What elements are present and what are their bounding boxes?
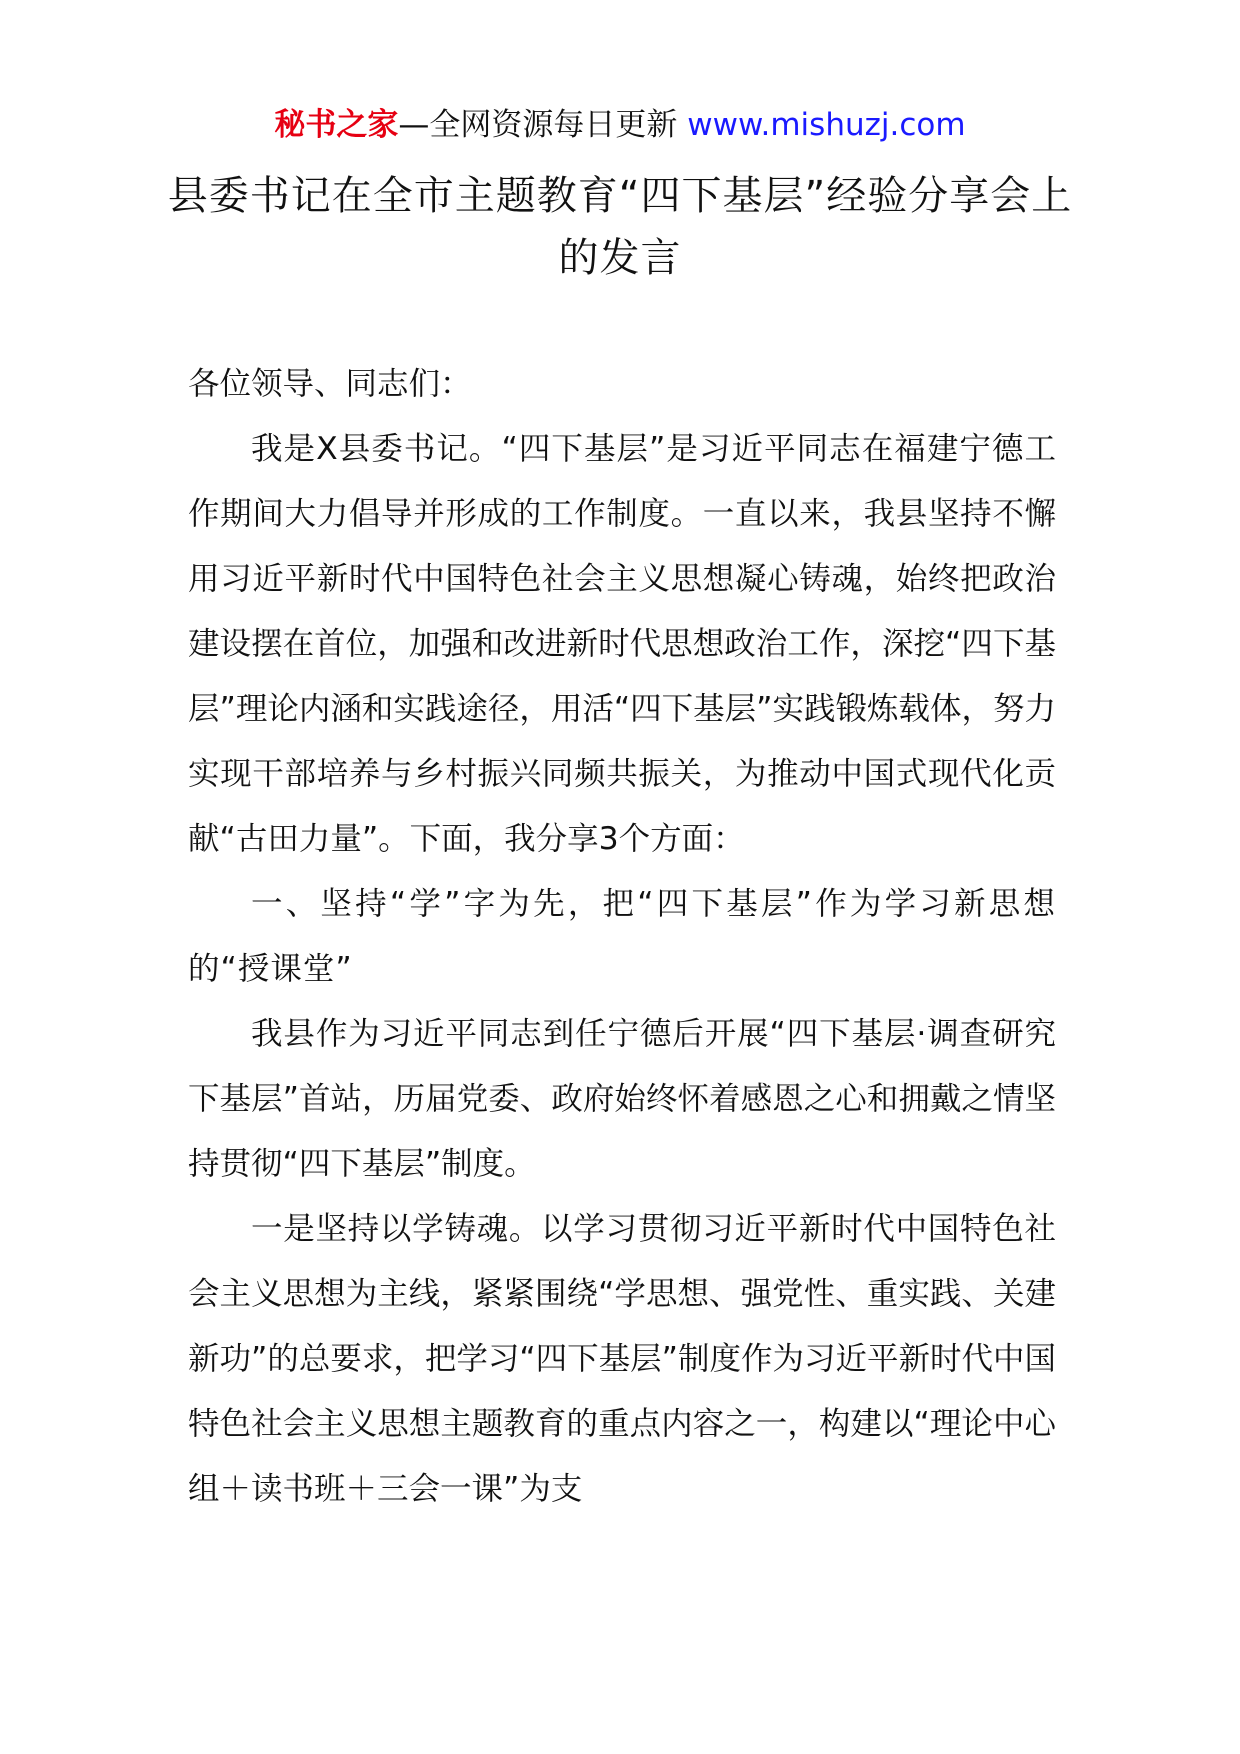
section-heading-1: 一、坚持“学”字为先，把“四下基层”作为学习新思想的“授课堂” — [188, 886, 1056, 987]
banner-slogan: —全网资源每日更新 — [398, 107, 678, 143]
document-body — [188, 352, 1056, 1522]
document-title: 县委书记在全市主题教育“四下基层”经验分享会上的发言 — [167, 173, 1073, 281]
brand-name: 秘书之家 — [274, 107, 399, 143]
salutation: 各位领导、同志们： — [188, 366, 472, 402]
site-url-link[interactable]: www.mishuzj.com — [687, 107, 966, 143]
paragraph-section-1: 我县作为习近平同志到任宁德后开展“四下基层·调查研究下基层”首站，历届党委、政府始终怀着感恩之心和拥戴之情坚持贯彻“四下基层”制度。 — [188, 1016, 1056, 1182]
paragraph-point-1: 一是坚持以学铸魂。以学习贯彻习近平新时代中国特色社会主义思想为主线，紧紧围绕“学思想、强党性、重实践、关建新功”的总要求，把学习“四下基层”制度作为习近平新时代中国特色社会主义思想主题教育的重点内容之一，构建以“理论中心组＋读书班＋三会一课”为支 — [188, 1211, 1056, 1507]
site-banner — [0, 100, 1240, 150]
paragraph-intro: 我是X县委书记。“四下基层”是习近平同志在福建宁德工作期间大力倡导并形成的工作制度。一直以来，我县坚持不懈用习近平新时代中国特色社会主义思想凝心铸魂，始终把政治建设摆在首位，加强和改进新时代思想政治工作，深挖“四下基层”理论内涵和实践途径，用活“四下基层”实践锻炼载体，努力实现干部培养与乡村振兴同频共振关，为推动中国式现代化贡献“古田力量”。下面，我分享3个方面： — [188, 431, 1056, 857]
